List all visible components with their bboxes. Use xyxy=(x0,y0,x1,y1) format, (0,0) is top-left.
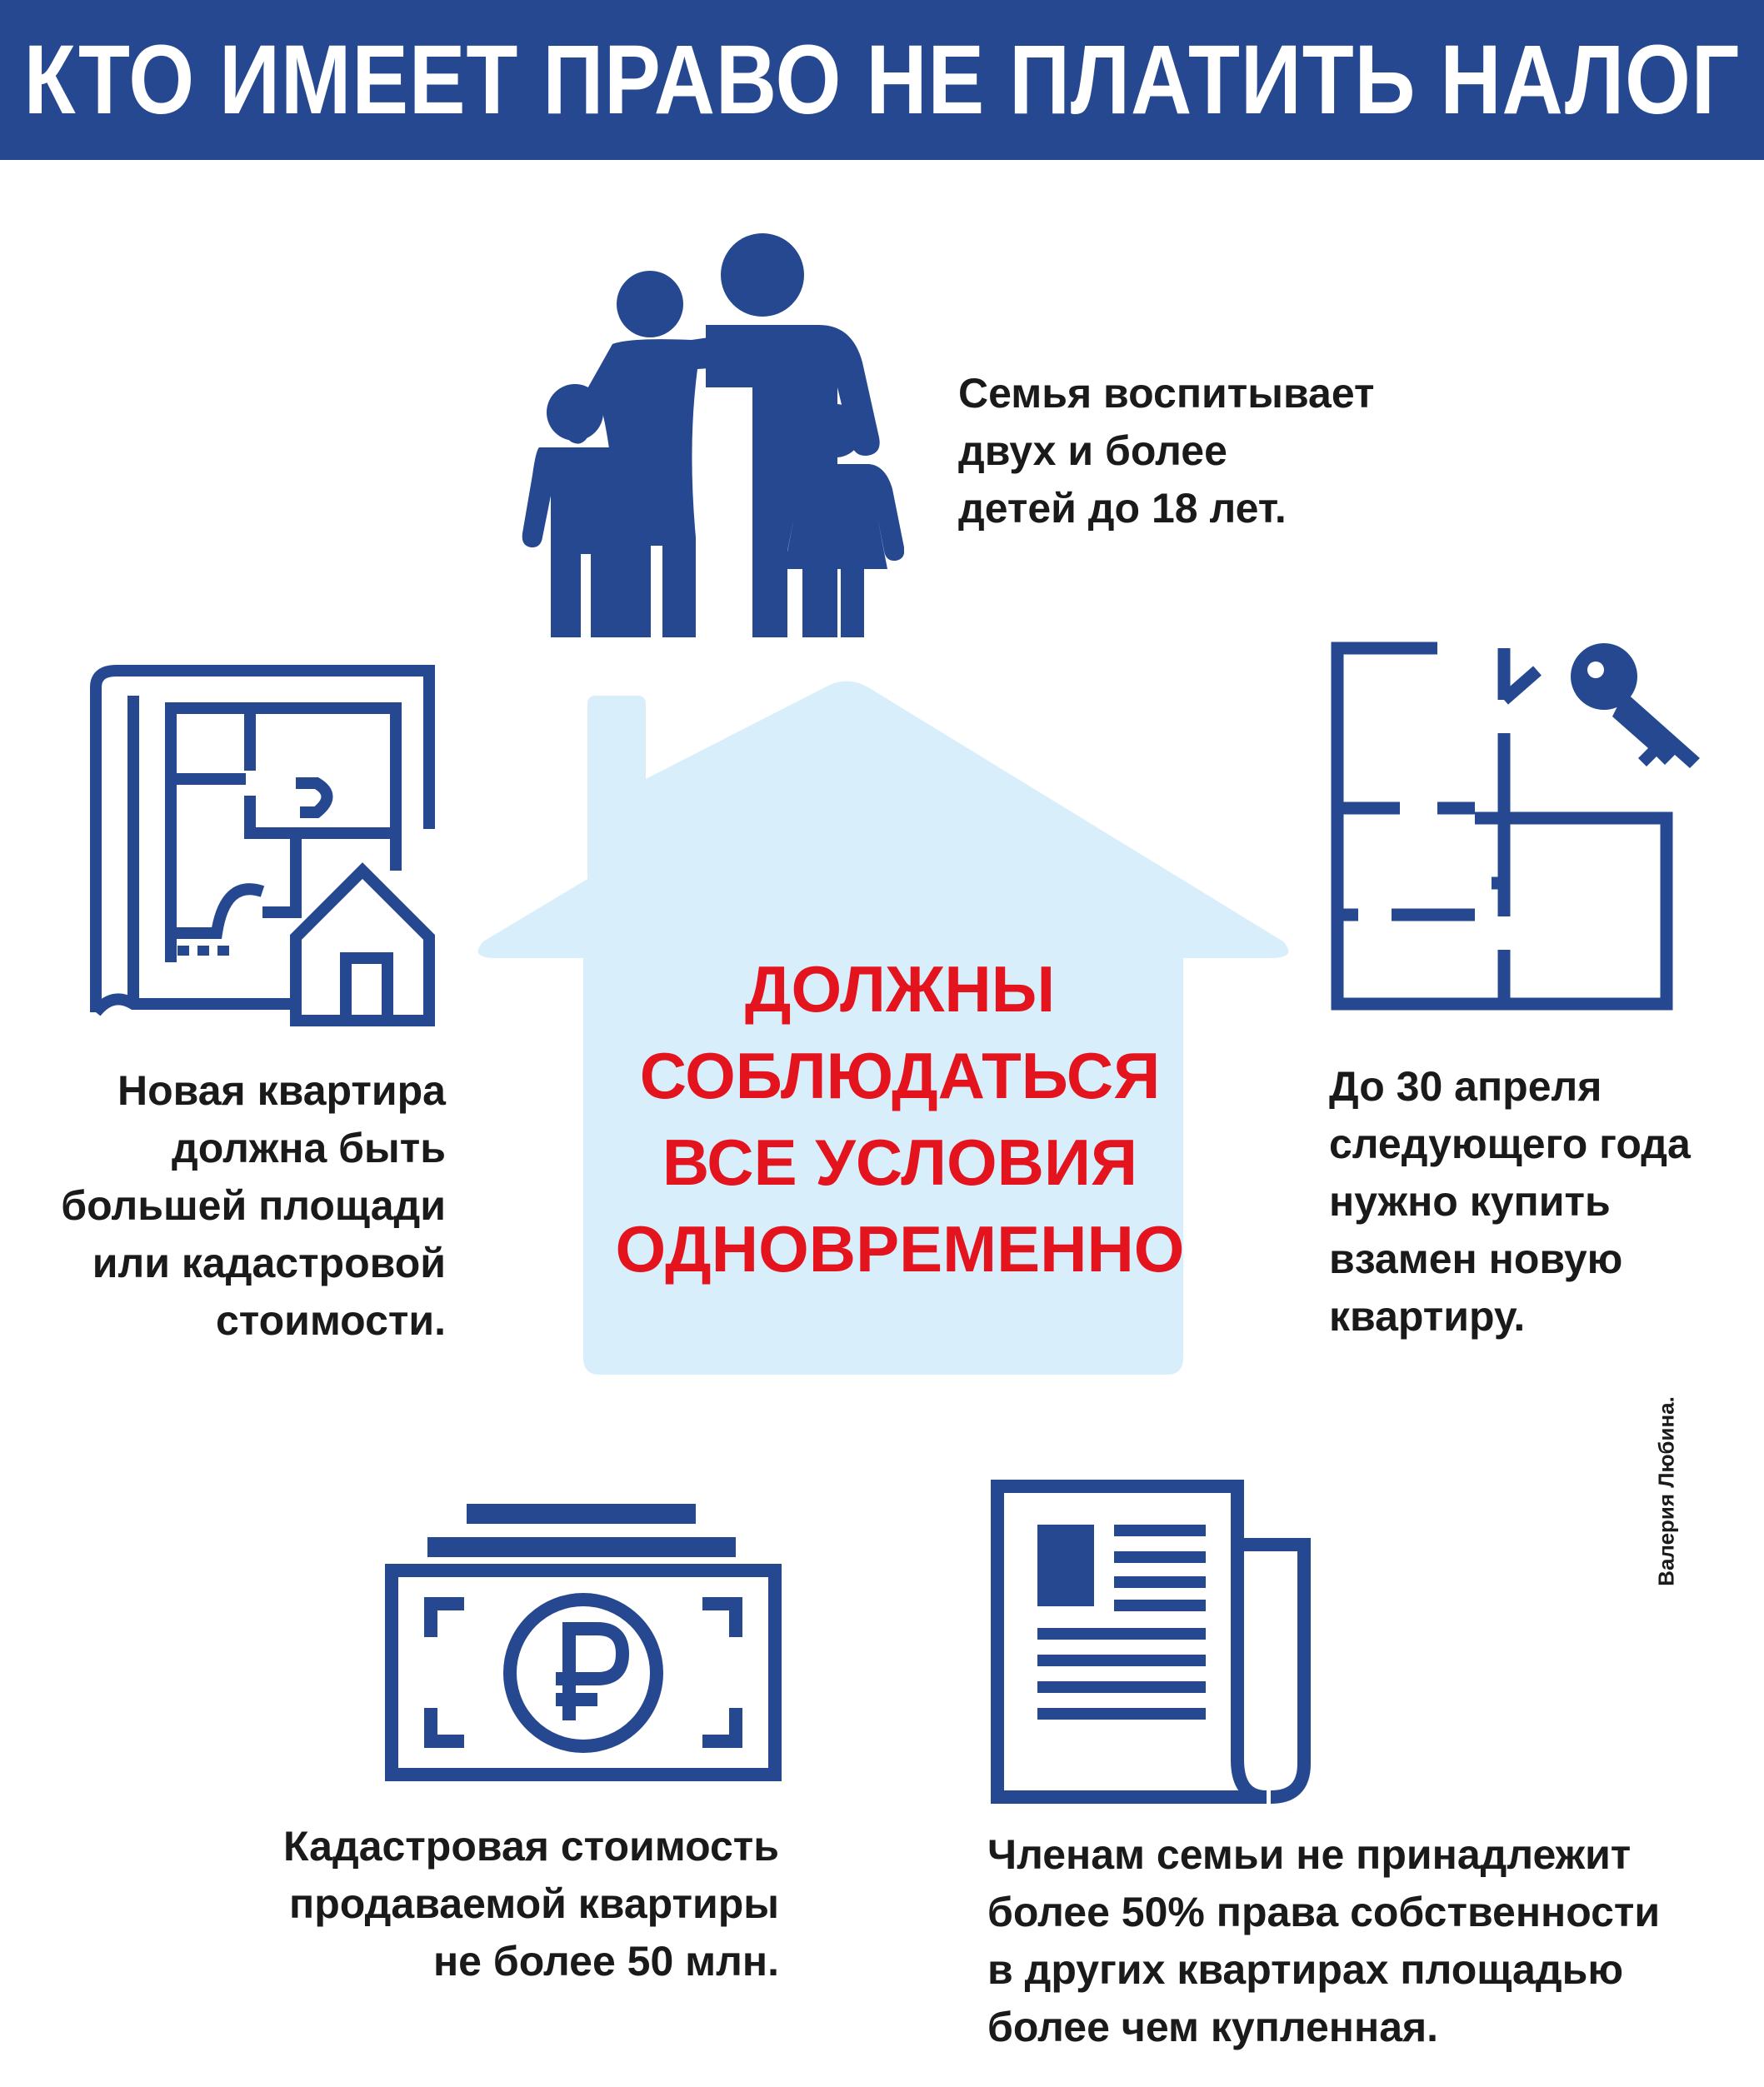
caption-cadastral-value: Кадастровая стоимость продаваемой квартиры не более 50 млн. xyxy=(283,1823,779,1985)
floorplan-key-icon xyxy=(1325,633,1708,1016)
blueprint-house-icon xyxy=(87,662,454,1029)
caption-family: Семья воспитывает двух и более детей до 18 лет. xyxy=(958,370,1375,532)
caption-ownership: Членам семьи не принадлежит более 50% права собственности в других квартирах площадью более чем купленная. xyxy=(987,1831,1661,2050)
title-bar xyxy=(0,0,1764,160)
caption-deadline: До 30 апреля следующего года нужно купить взамен новую квартиру. xyxy=(1329,1063,1691,1340)
center-heading: ДОЛЖНЫ СОБЛЮДАТЬСЯ ВСЕ УСЛОВИЯ ОДНОВРЕМЕННО xyxy=(615,952,1185,1286)
banknote-ruble-icon xyxy=(379,1504,787,1787)
family-icon xyxy=(487,221,904,642)
page-title: КТО ИМЕЕТ ПРАВО НЕ ПЛАТИТЬ НАЛОГ xyxy=(23,25,1741,135)
author-credit: Валерия Любина. xyxy=(1653,1396,1679,1586)
document-icon xyxy=(987,1476,1317,1810)
caption-new-apartment: Новая квартира должна быть большей площади или кадастровой стоимости. xyxy=(61,1067,446,1344)
